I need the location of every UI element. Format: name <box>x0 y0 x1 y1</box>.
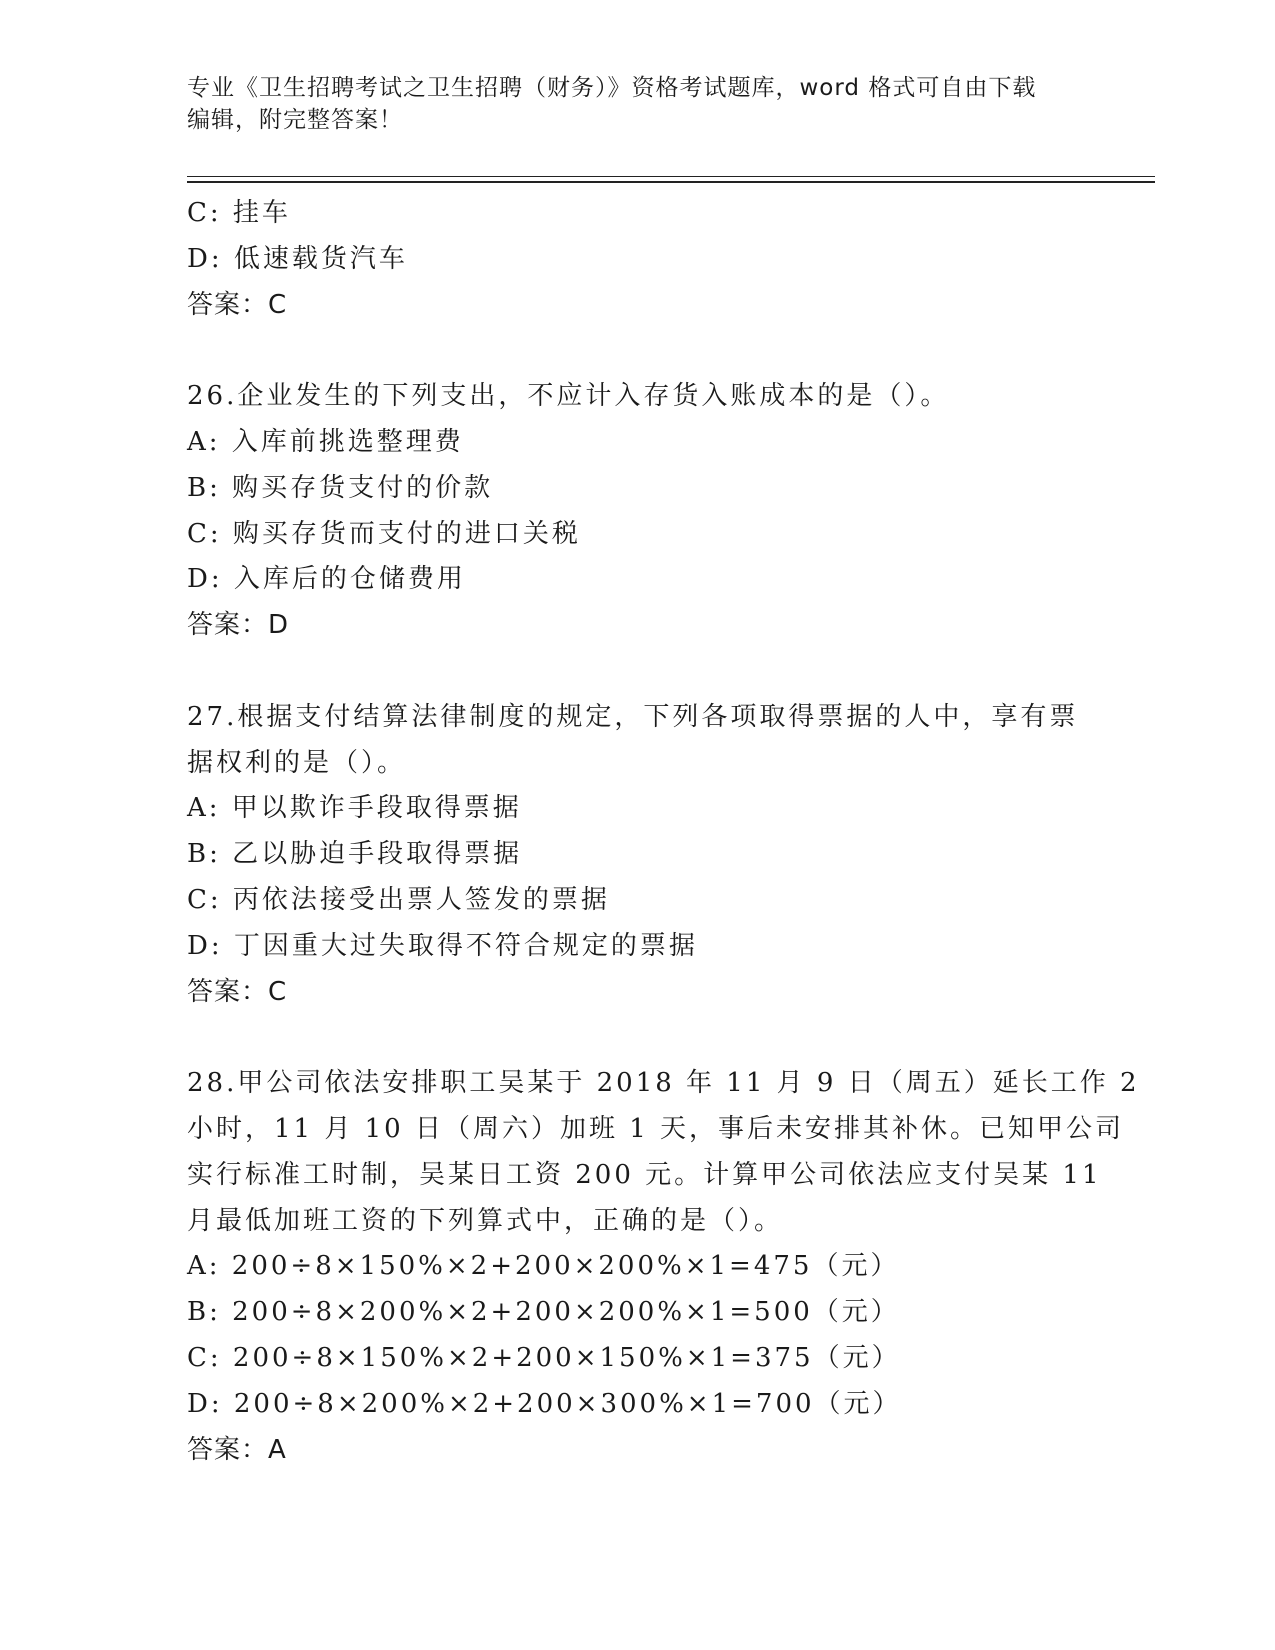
answer-line: 答案：A <box>187 1434 287 1465</box>
header-divider-thin <box>187 176 1155 177</box>
header-divider-thick <box>187 181 1155 183</box>
page-header <box>187 72 1087 136</box>
option-d: D: 200÷8×200%×2+200×300%×1=700（元） <box>187 1388 902 1419</box>
option-a: A: 入库前挑选整理费 <box>187 426 464 457</box>
question-27 <box>187 695 1087 1016</box>
option-d: D: 入库后的仓储费用 <box>187 564 466 595</box>
option-d: D: 丁因重大过失取得不符合规定的票据 <box>187 930 698 961</box>
question-stem: 27.根据支付结算法律制度的规定，下列各项取得票据的人中，享有票 <box>187 701 1079 732</box>
answer-line: 答案：C <box>187 976 288 1007</box>
question-stem: 26.企业发生的下列支出，不应计入存货入账成本的是（）。 <box>187 381 950 412</box>
question-stem: 28.甲公司依法安排职工吴某于 2018 年 11 月 9 日（周五）延长工作 2 <box>187 1068 1140 1099</box>
question-25-continued <box>187 191 1087 328</box>
option-b: B: 乙以胁迫手段取得票据 <box>187 839 523 870</box>
spacer <box>187 649 1087 695</box>
option-b: B: 200÷8×200%×2+200×200%×1=500（元） <box>187 1297 900 1328</box>
spacer <box>187 328 1087 374</box>
option-b: B: 购买存货支付的价款 <box>187 472 494 503</box>
answer-line: 答案：C <box>187 289 288 320</box>
question-stem-continued: 月最低加班工资的下列算式中，正确的是（）。 <box>187 1205 784 1236</box>
question-stem-continued: 据权利的是（）。 <box>187 747 407 778</box>
answer-line: 答案：D <box>187 610 290 641</box>
question-26 <box>187 374 1087 649</box>
option-a: A: 甲以欺诈手段取得票据 <box>187 793 522 824</box>
header-line-1: 专业《卫生招聘考试之卫生招聘（财务）》资格考试题库，word 格式可自由下载 <box>187 75 1037 101</box>
option-a: A: 200÷8×150%×2+200×200%×1=475（元） <box>187 1251 900 1282</box>
question-stem-continued: 小时，11 月 10 日（周六）加班 1 天，事后未安排其补休。已知甲公司 <box>187 1113 1125 1144</box>
spacer <box>187 1015 1087 1061</box>
option-c: C: 200÷8×150%×2+200×150%×1=375（元） <box>187 1342 901 1373</box>
question-stem-continued: 实行标准工时制，吴某日工资 200 元。计算甲公司依法应支付吴某 11 <box>187 1159 1102 1190</box>
question-content <box>187 191 1140 1473</box>
option-c: C: 挂车 <box>187 198 291 228</box>
option-d: D: 低速载货汽车 <box>187 243 408 274</box>
question-28 <box>187 1061 1140 1473</box>
option-c: C: 购买存货而支付的进口关税 <box>187 518 581 549</box>
option-c: C: 丙依法接受出票人签发的票据 <box>187 884 610 915</box>
header-line-2: 编辑，附完整答案！ <box>187 107 403 133</box>
